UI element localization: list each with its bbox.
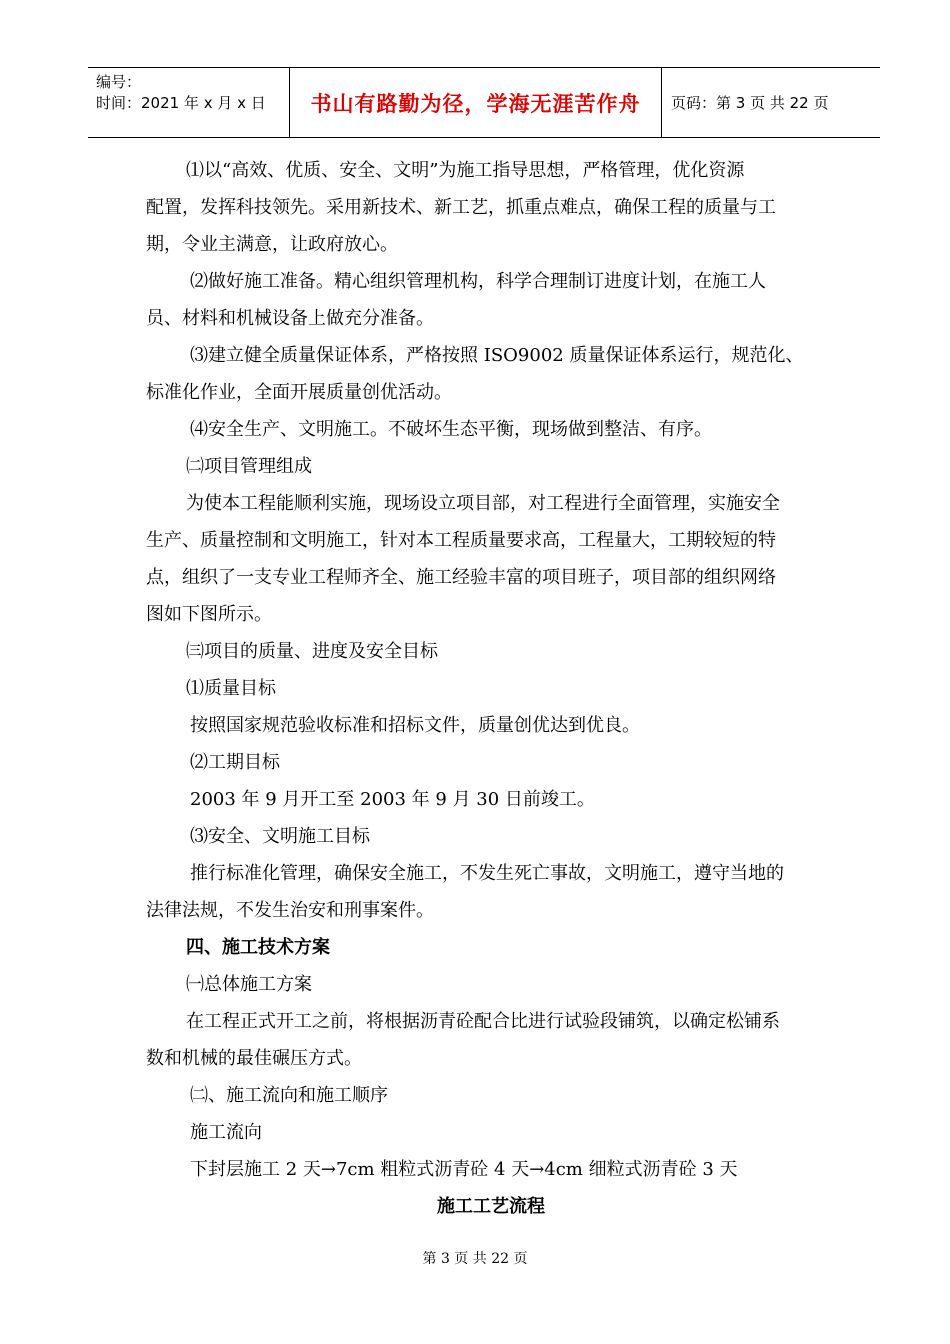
paragraph-line: 标准化作业，全面开展质量创优活动。 <box>146 382 452 403</box>
paragraph-line: 配置，发挥科技领先。采用新技术、新工艺，抓重点难点，确保工程的质量与工 <box>146 197 776 218</box>
paragraph-line: 施工流向 <box>190 1122 262 1143</box>
page-code: 页码：第 3 页 共 22 页 <box>671 94 829 112</box>
paragraph-line: ⑴以“高效、优质、安全、文明”为施工指导思想，严格管理，优化资源 <box>186 160 745 181</box>
paragraph-line: ⑵工期目标 <box>190 752 280 773</box>
paragraph-line: 在工程正式开工之前，将根据沥青砼配合比进行试验段铺筑，以确定松铺系 <box>186 1011 780 1032</box>
page-header <box>88 67 880 138</box>
paragraph-line: ㈢项目的质量、进度及安全目标 <box>186 641 438 662</box>
paragraph-line: 为使本工程能顺利实施，现场设立项目部，对工程进行全面管理，实施安全 <box>186 493 780 514</box>
serial-label: 编号： <box>96 73 142 91</box>
paragraph-line: 点，组织了一支专业工程师齐全、施工经验丰富的项目班子，项目部的组织网络 <box>146 567 776 588</box>
paragraph-line: 推行标准化管理，确保安全施工，不发生死亡事故，文明施工，遵守当地的 <box>190 863 784 884</box>
paragraph-line: 数和机械的最佳碾压方式。 <box>146 1048 362 1069</box>
paragraph-line: ⑷安全生产、文明施工。不破坏生态平衡，现场做到整洁、有序。 <box>190 419 712 440</box>
header-motto-cell <box>290 68 662 137</box>
paragraph-line: 施工工艺流程 <box>437 1196 545 1217</box>
paragraph-line: 图如下图所示。 <box>146 604 272 625</box>
paragraph-line: 期，令业主满意，让政府放心。 <box>146 234 398 255</box>
paragraph-line: ⑶安全、文明施工目标 <box>190 826 370 847</box>
paragraph-line: ㈠总体施工方案 <box>186 974 312 995</box>
time-label: 时间：2021 年 x 月 x 日 <box>96 94 266 112</box>
paragraph-line: 下封层施工 2 天→7cm 粗粒式沥青砼 4 天→4cm 细粒式沥青砼 3 天 <box>190 1159 738 1180</box>
paragraph-line: ⑵做好施工准备。精心组织管理机构，科学合理制订进度计划，在施工人 <box>190 271 766 292</box>
paragraph-line: 按照国家规范验收标准和招标文件，质量创优达到优良。 <box>190 715 640 736</box>
paragraph-line: 法律法规，不发生治安和刑事案件。 <box>146 900 434 921</box>
page-footer: 第 3 页 共 22 页 <box>422 1251 528 1267</box>
paragraph-line: 生产、质量控制和文明施工，针对本工程质量要求高，工程量大，工期较短的特 <box>146 530 776 551</box>
paragraph-line: 2003 年 9 月开工至 2003 年 9 月 30 日前竣工。 <box>190 789 595 810</box>
paragraph-line: ㈡、施工流向和施工顺序 <box>190 1085 388 1106</box>
document-body <box>146 152 836 1225</box>
header-page-cell <box>662 68 880 137</box>
paragraph-line: ㈡项目管理组成 <box>186 456 312 477</box>
header-meta <box>88 68 290 137</box>
paragraph-line: 员、材料和机械设备上做充分准备。 <box>146 308 434 329</box>
paragraph-line: ⑴质量目标 <box>186 678 276 699</box>
paragraph-line: 四、施工技术方案 <box>186 937 330 958</box>
paragraph-line: ⑶建立健全质量保证体系，严格按照 ISO9002 质量保证体系运行，规范化、 <box>190 345 804 366</box>
motto-text: 书山有路勤为径，学海无涯苦作舟 <box>310 91 641 116</box>
